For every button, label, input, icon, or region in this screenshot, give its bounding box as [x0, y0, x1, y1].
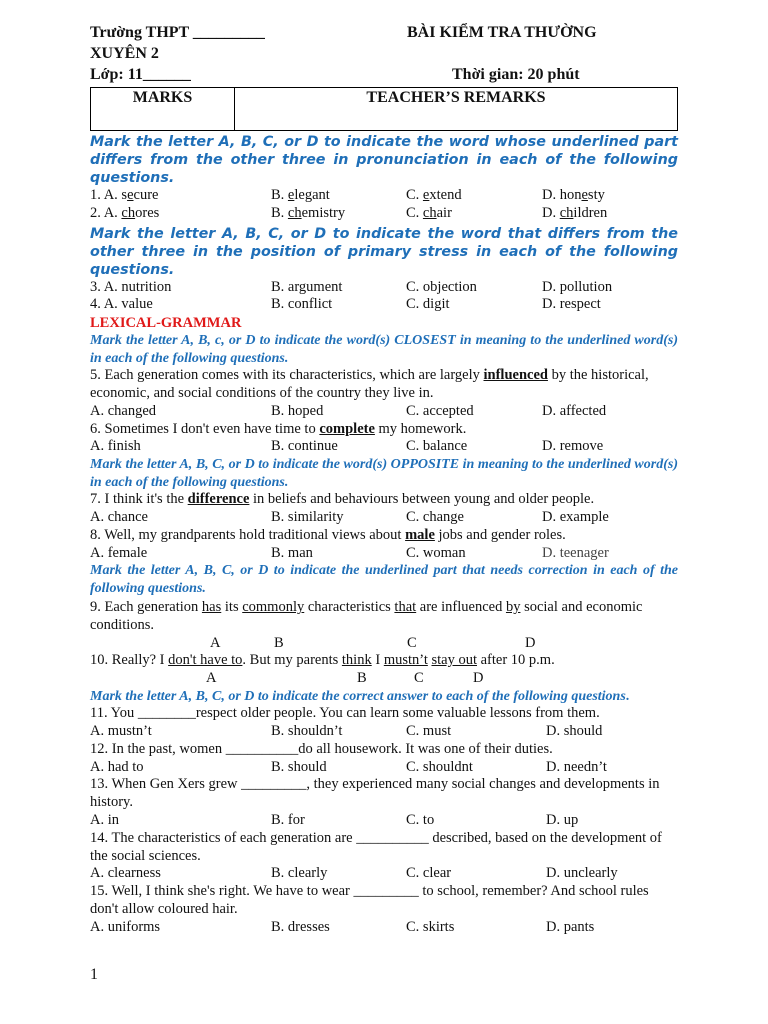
q8-option-a: A. female	[90, 544, 148, 561]
q4-option-a: 4. A. value	[90, 296, 153, 313]
q14-option-c: C. clear	[406, 865, 452, 882]
q14-option-a: A. clearness	[90, 865, 161, 882]
section4-instruction: Mark the letter A, B, C, or D to indicate the word(s) OPPOSITE in meaning to the underlined word(s) in each of the following questions.	[90, 457, 678, 490]
class-label: Lớp: 11______	[90, 66, 191, 83]
section3-instruction: Mark the letter A, B, c, or D to indicate the word(s) CLOSEST in meaning to the underlined word(s) in each of the following questions.	[90, 333, 678, 366]
q2-option-c: C. chair	[406, 204, 452, 221]
question-12-options	[90, 759, 678, 777]
q15-stem: 15. Well, I think she's right. We have to wear _________ to school, remember? And school rules don't allow coloured hair.	[90, 883, 649, 918]
q11-option-d: D. should	[546, 723, 603, 740]
q10-letter-d: D	[473, 669, 484, 686]
q5-option-b: B. hoped	[271, 402, 324, 419]
q6-stem: 6. Sometimes I don't even have time to complete my homework.	[90, 420, 467, 437]
section5-instruction: Mark the letter A, B, C, or D to indicate the underlined part that needs correction in each of the following questions.	[90, 563, 678, 596]
q6-option-c: C. balance	[406, 438, 468, 455]
question-13-options	[90, 812, 678, 830]
question-11-options	[90, 723, 678, 741]
question-6-options	[90, 438, 678, 456]
q5-option-d: D. affected	[542, 402, 607, 419]
marks-table	[90, 87, 678, 131]
q9-stem: 9. Each generation has its commonly characteristics that are influenced by social and economic conditions.	[90, 599, 643, 634]
remarks-cell: TEACHER’S REMARKS	[235, 88, 678, 131]
q10-letters	[90, 670, 678, 687]
q10-part-d: stay out	[431, 651, 477, 668]
exam-header	[90, 22, 678, 86]
question-5-options	[90, 403, 678, 421]
q7-option-c: C. change	[406, 508, 464, 525]
q2-option-a: 2. A. chores	[90, 204, 160, 221]
q8-option-b: B. man	[271, 544, 313, 561]
q4-option-b: B. conflict	[271, 296, 333, 313]
q7-option-d: D. example	[542, 508, 609, 525]
q9-letter-a: A	[210, 634, 221, 651]
q9-part-a: has	[201, 599, 222, 616]
q12-stem: 12. In the past, women __________do all housework. It was one of their duties.	[90, 740, 553, 757]
q11-option-a: A. mustn’t	[90, 723, 152, 740]
q2-option-d: D. children	[542, 204, 608, 221]
q10-part-a: don't have to	[168, 651, 243, 668]
exam-page	[90, 22, 678, 937]
q14-option-d: D. unclearly	[546, 865, 618, 882]
q3-option-a: 3. A. nutrition	[90, 278, 172, 295]
section1-instruction: Mark the letter A, B, C, or D to indicate the word whose underlined part differs from the other three in pronunciation in each of the following questions.	[90, 134, 678, 186]
q3-option-d: D. pollution	[542, 278, 613, 295]
time-label: Thời gian: 20 phút	[452, 66, 580, 83]
q7-option-b: B. similarity	[271, 508, 344, 525]
q9-letter-d: D	[525, 634, 536, 651]
q12-option-d: D. needn’t	[546, 758, 607, 775]
school-name-line2: XUYÊN 2	[90, 45, 159, 62]
q6-option-b: B. continue	[271, 438, 338, 455]
q8-option-c: C. woman	[406, 544, 466, 561]
question-14-options	[90, 865, 678, 883]
q11-option-c: C. must	[406, 723, 452, 740]
q3-option-c: C. objection	[406, 278, 477, 295]
q9-part-c: that	[394, 599, 417, 616]
q13-option-b: B. for	[271, 812, 305, 829]
page-number: 1	[90, 966, 98, 983]
q15-option-a: A. uniforms	[90, 918, 161, 935]
q11-option-b: B. shouldn’t	[271, 723, 343, 740]
q13-option-c: C. to	[406, 812, 435, 829]
q2-option-b: B. chemistry	[271, 204, 346, 221]
q9-part-b: commonly	[242, 599, 305, 616]
q7-stem: 7. I think it's the difference in beliefs and behaviours between young and older people.	[90, 491, 595, 508]
q10-letter-c: C	[414, 669, 424, 686]
section2-instruction: Mark the letter A, B, C, or D to indicate the word that differs from the other three in the position of primary stress in each of the following questions.	[90, 225, 678, 278]
q10-letter-b: B	[357, 669, 367, 686]
q4-option-c: C. digit	[406, 296, 450, 313]
q5-option-a: A. changed	[90, 402, 157, 419]
test-title: BÀI KIỂM TRA THƯỜNG	[407, 24, 597, 41]
section6-instruction: Mark the letter A, B, C, or D to indicate the correct answer to each of the following questions.	[90, 688, 630, 704]
question-15-options	[90, 919, 678, 937]
question-3	[90, 279, 678, 297]
question-8-options	[90, 545, 678, 563]
school-name: Trường THPT _________	[90, 24, 265, 41]
q12-option-a: A. had to	[90, 758, 144, 775]
q6-option-a: A. finish	[90, 438, 141, 455]
q10-part-b: think	[341, 651, 372, 668]
q3-option-b: B. argument	[271, 278, 343, 295]
q6-underlined-word: complete	[319, 420, 375, 437]
q11-stem: 11. You ________respect older people. You can learn some valuable lessons from them.	[90, 705, 600, 722]
q9-letter-c: C	[407, 634, 417, 651]
q8-underlined-word: male	[405, 526, 435, 543]
q1-option-c: C. extend	[406, 187, 462, 203]
question-7-options	[90, 509, 678, 527]
question-4	[90, 296, 678, 314]
question-1	[90, 187, 678, 205]
q14-stem: 14. The characteristics of each generation are __________ described, based on the development of the social sciences.	[90, 829, 662, 864]
q7-underlined-word: difference	[187, 491, 250, 508]
q5-stem: 5. Each generation comes with its characteristics, which are largely influenced by the historical, economic, and social conditions of the country they live in.	[90, 367, 649, 401]
q10-stem: 10. Really? I don't have to. But my parents think I mustn’t stay out after 10 p.m.	[90, 651, 555, 668]
q8-stem: 8. Well, my grandparents hold traditional views about male jobs and gender roles.	[90, 526, 566, 543]
q5-underlined-word: influenced	[483, 367, 548, 384]
q1-option-b: B. elegant	[271, 187, 330, 203]
q9-letters	[90, 635, 678, 652]
q7-option-a: A. chance	[90, 508, 148, 525]
q13-option-a: A. in	[90, 812, 119, 829]
q5-option-c: C. accepted	[406, 402, 474, 419]
q12-option-c: C. shouldnt	[406, 758, 473, 775]
q9-letter-b: B	[274, 634, 284, 651]
q15-option-c: C. skirts	[406, 918, 455, 935]
q13-option-d: D. up	[546, 812, 579, 829]
q10-letter-a: A	[206, 669, 217, 686]
question-2	[90, 205, 678, 223]
lexical-grammar-title: LEXICAL-GRAMMAR	[90, 315, 242, 332]
q4-option-d: D. respect	[542, 296, 601, 313]
q15-option-b: B. dresses	[271, 918, 330, 935]
q15-option-d: D. pants	[546, 918, 595, 935]
marks-cell: MARKS	[91, 88, 235, 131]
q14-option-b: B. clearly	[271, 865, 328, 882]
q1-option-a: 1. A. secure	[90, 187, 159, 203]
q1-option-d: D. honesty	[542, 187, 605, 203]
q8-option-d: D. teenager	[542, 544, 609, 561]
q13-stem: 13. When Gen Xers grew _________, they experienced many social changes and developments in history.	[90, 776, 660, 811]
q12-option-b: B. should	[271, 758, 327, 775]
q6-option-d: D. remove	[542, 438, 604, 455]
q10-part-c: mustn’t	[383, 651, 428, 668]
q9-part-d: by	[505, 599, 521, 616]
